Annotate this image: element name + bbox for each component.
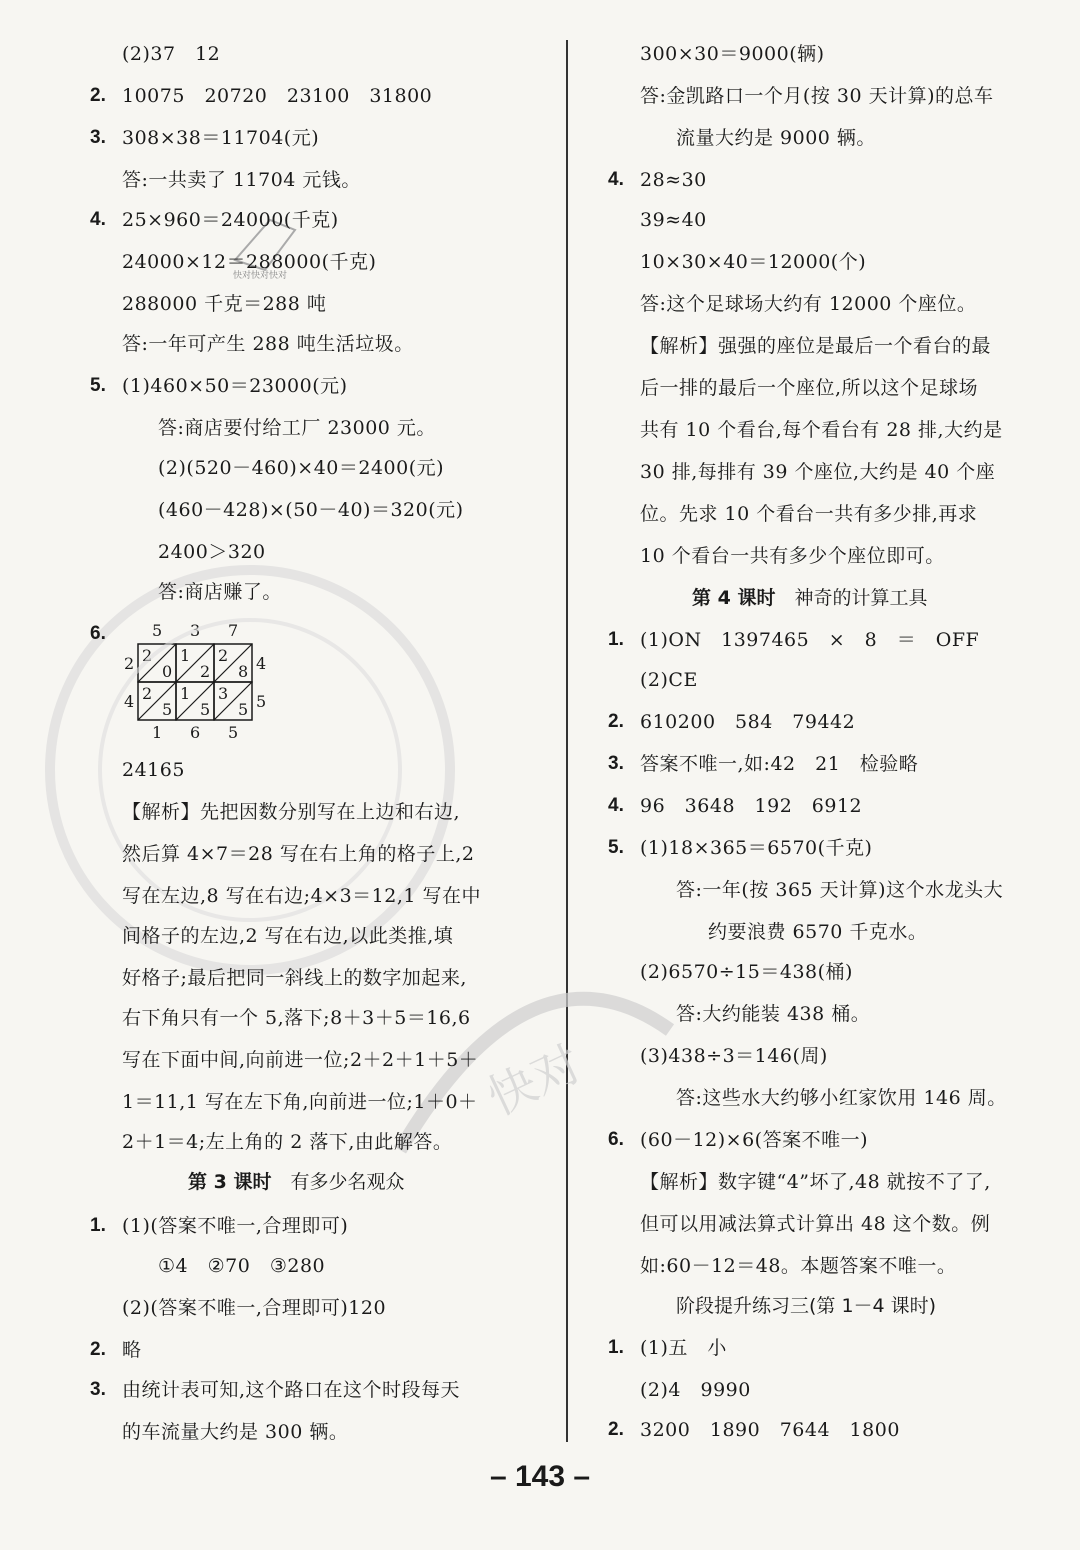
- answer-line: 流量大约是 9000 辆。: [676, 127, 876, 149]
- answer-line: (2)6570÷15＝438(桶): [640, 961, 853, 983]
- answer-line: 610200 584 79442: [640, 711, 856, 733]
- column-divider: [566, 40, 568, 1442]
- stamp-caption: 快对快对快对: [233, 271, 288, 280]
- answer-line: 写在下面中间,向前进一位;2＋2＋1＋5＋: [122, 1049, 479, 1071]
- answer-line: 由统计表可知,这个路口在这个时段每天: [122, 1379, 461, 1401]
- lattice-tens-digit: 2: [142, 684, 153, 703]
- answer-line: (1)460×50＝23000(元): [122, 375, 348, 397]
- heading-title-part: 有多少名观众: [290, 1171, 405, 1193]
- lattice-bottom-result: 1: [152, 723, 163, 740]
- answer-line: 1＝11,1 写在左下角,向前进一位;1＋0＋: [122, 1091, 478, 1113]
- answer-line: 答:大约能装 438 桶。: [676, 1003, 871, 1025]
- item-number: 4.: [90, 209, 106, 230]
- lattice-right-factor: 5: [256, 692, 267, 711]
- answer-line: 答:商店赚了。: [158, 581, 282, 603]
- item-number: 2.: [90, 1339, 106, 1360]
- answer-line: 【解析】先把因数分别写在上边和右边,: [122, 801, 461, 823]
- item-number: 2.: [90, 85, 106, 106]
- lattice-tens-digit: 1: [180, 684, 191, 703]
- answer-line: 右下角只有一个 5,落下;8＋3＋5＝16,6: [122, 1007, 471, 1029]
- item-number: 1.: [608, 629, 624, 650]
- heading-bold-part: 第 3 课时: [188, 1171, 272, 1193]
- answer-line: 后一排的最后一个座位,所以这个足球场: [640, 377, 979, 399]
- answer-line: 间格子的左边,2 写在右边,以此类推,填: [122, 925, 454, 947]
- answer-line: 答:一共卖了 11704 元钱。: [122, 169, 361, 191]
- answer-line: (1)18×365＝6570(千克): [640, 837, 873, 859]
- answer-line: 10×30×40＝12000(个): [640, 251, 867, 273]
- answer-line: (3)438÷3＝146(周): [640, 1045, 828, 1067]
- lattice-tens-digit: 2: [218, 646, 229, 665]
- answer-line: 答:这个足球场大约有 12000 个座位。: [640, 293, 977, 315]
- answer-line: 的车流量大约是 300 辆。: [122, 1421, 349, 1443]
- lattice-ones-digit: 8: [238, 662, 249, 681]
- answer-line: 答:这些水大约够小红家饮用 146 周。: [676, 1087, 1007, 1109]
- section-heading-lesson-3: [188, 1170, 404, 1194]
- item-number: 1.: [90, 1215, 106, 1236]
- lattice-ones-digit: 5: [238, 700, 249, 719]
- round-stamp-watermark: [0, 560, 560, 980]
- answer-line: (2)CE: [640, 669, 698, 691]
- heading-title-part: 神奇的计算工具: [794, 587, 928, 609]
- answer-line: 约要浪费 6570 千克水。: [708, 921, 928, 943]
- answer-line: (2)(答案不唯一,合理即可)120: [122, 1297, 387, 1319]
- answer-line: 答:商店要付给工厂 23000 元。: [158, 417, 436, 439]
- item-number: 5.: [90, 375, 106, 396]
- lattice-left-result: 4: [124, 692, 135, 711]
- answer-line: 写在左边,8 写在右边;4×3＝12,1 写在中: [122, 885, 482, 907]
- item-number: 2.: [608, 711, 624, 732]
- answer-line: 96 3648 192 6912: [640, 795, 863, 817]
- answer-line: 2＋1＝4;左上角的 2 落下,由此解答。: [122, 1131, 453, 1153]
- item-number: 3.: [608, 753, 624, 774]
- answer-line: (1)五 小: [640, 1337, 727, 1359]
- answer-line: 28≈30: [640, 169, 707, 191]
- answer-line: 30 排,每排有 39 个座位,大约是 40 个座: [640, 461, 996, 483]
- lattice-tens-digit: 1: [180, 646, 191, 665]
- lattice-ones-digit: 0: [162, 662, 173, 681]
- answer-line: 308×38＝11704(元): [122, 127, 320, 149]
- lattice-top-factor: 5: [152, 621, 163, 640]
- heading-bold-part: 第 4 课时: [692, 587, 776, 609]
- section-heading-stage-practice: 阶段提升练习三(第 1－4 课时): [676, 1295, 937, 1317]
- answer-line: 位。先求 10 个看台一共有多少排,再求: [640, 503, 978, 525]
- lattice-tens-digit: 3: [218, 684, 229, 703]
- answer-line: 2400＞320: [158, 541, 266, 563]
- answer-line: 共有 10 个看台,每个看台有 28 排,大约是: [640, 419, 1003, 441]
- item-number: 6.: [608, 1129, 624, 1150]
- answer-line: (2)4 9990: [640, 1379, 751, 1401]
- item-number: 3.: [90, 1379, 106, 1400]
- lattice-top-factor: 7: [228, 621, 239, 640]
- item-number: 3.: [90, 127, 106, 148]
- lattice-left-result: 2: [124, 654, 135, 673]
- item-number: 5.: [608, 837, 624, 858]
- answer-line: (60－12)×6(答案不唯一): [640, 1129, 869, 1151]
- answer-line: ①4 ②70 ③280: [158, 1255, 326, 1277]
- watermark-text: 快对: [479, 1035, 591, 1127]
- answer-line: (1)ON 1397465 × 8 ＝ OFF: [640, 629, 980, 651]
- lattice-top-factor: 3: [190, 621, 201, 640]
- answer-line: 【解析】强强的座位是最后一个看台的最: [640, 335, 992, 357]
- lattice-ones-digit: 5: [162, 700, 173, 719]
- answer-line: 但可以用减法算式计算出 48 这个数。例: [640, 1213, 991, 1235]
- answer-line: 24165: [122, 759, 185, 781]
- answer-line: (2)(520－460)×40＝2400(元): [158, 457, 445, 479]
- lattice-svg: [120, 620, 270, 740]
- lattice-multiplication-grid: [120, 620, 270, 740]
- answer-line: (460－428)×(50－40)＝320(元): [158, 499, 464, 521]
- answer-line: 25×960＝24000(千克): [122, 209, 339, 231]
- lattice-ones-digit: 2: [200, 662, 211, 681]
- answer-line: 300×30＝9000(辆): [640, 43, 825, 65]
- answer-line: 3200 1890 7644 1800: [640, 1419, 900, 1441]
- lattice-bottom-result: 6: [190, 723, 201, 740]
- answer-line: 10075 20720 23100 31800: [122, 85, 433, 107]
- answer-line: (1)(答案不唯一,合理即可): [122, 1215, 349, 1237]
- item-number: 1.: [608, 1337, 624, 1358]
- answer-line: 答:一年(按 365 天计算)这个水龙头大: [676, 879, 1004, 901]
- item-number: 4.: [608, 795, 624, 816]
- answer-line: 好格子;最后把同一斜线上的数字加起来,: [122, 967, 467, 989]
- item-number: 6.: [90, 623, 106, 644]
- answer-line: 如:60－12＝48。本题答案不唯一。: [640, 1255, 957, 1277]
- answer-line: 然后算 4×7＝28 写在右上角的格子上,2: [122, 843, 475, 865]
- page-number: – 143 –: [489, 1460, 591, 1493]
- item-number: 2.: [608, 1419, 624, 1440]
- answer-line: 答:金凯路口一个月(按 30 天计算)的总车: [640, 85, 994, 107]
- lattice-bottom-result: 5: [228, 723, 239, 740]
- lattice-tens-digit: 2: [142, 646, 153, 665]
- answer-line: 【解析】数字键“4”坏了,48 就按不了了,: [640, 1171, 991, 1193]
- answer-line: 10 个看台一共有多少个座位即可。: [640, 545, 945, 567]
- answer-line: 略: [122, 1339, 142, 1361]
- item-number: 4.: [608, 169, 624, 190]
- lattice-ones-digit: 5: [200, 700, 211, 719]
- lattice-right-factor: 4: [256, 654, 267, 673]
- answer-line: 288000 千克＝288 吨: [122, 293, 327, 315]
- answer-line: (2)37 12: [122, 43, 221, 65]
- answer-line: 答案不唯一,如:42 21 检验略: [640, 753, 919, 775]
- answer-line: 24000×12＝288000(千克): [122, 251, 377, 273]
- section-heading-lesson-4: [692, 586, 927, 610]
- answer-line: 答:一年可产生 288 吨生活垃圾。: [122, 333, 414, 355]
- answer-line: 39≈40: [640, 209, 707, 231]
